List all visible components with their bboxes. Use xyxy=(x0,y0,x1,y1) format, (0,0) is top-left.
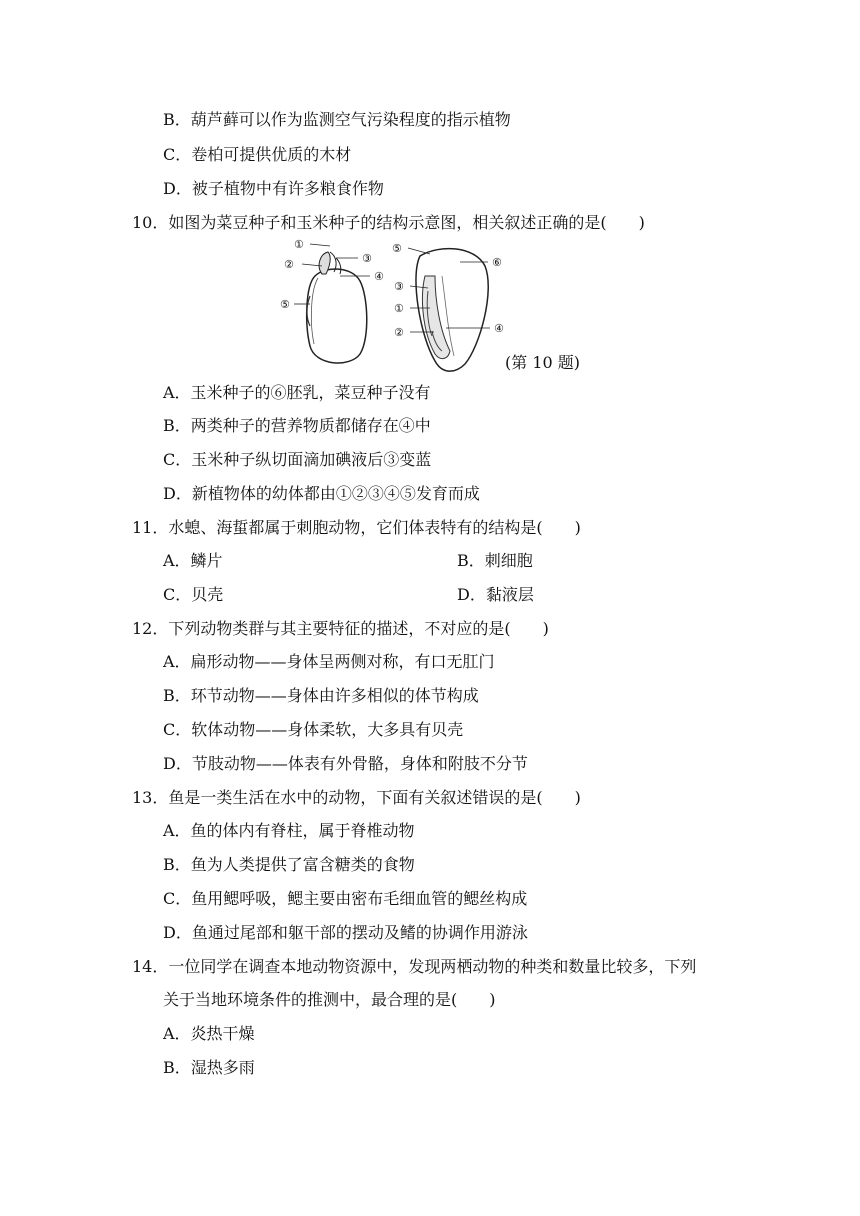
q13-option-b: B．鱼为人类提供了富含糖类的食物 xyxy=(163,855,415,874)
q13-option-c: C．鱼用鳃呼吸，鳃主要由密布毛细血管的鳃丝构成 xyxy=(163,889,528,908)
q14-stem-line1: 14．一位同学在调查本地动物资源中，发现两栖动物的种类和数量比较多，下列 xyxy=(132,957,697,976)
corn-label-4: ④ xyxy=(494,322,504,335)
q12-option-b: B．环节动物——身体由许多相似的体节构成 xyxy=(163,686,479,705)
bean-label-4: ④ xyxy=(374,270,384,283)
q14-option-a: A．炎热干燥 xyxy=(163,1024,255,1043)
q11-option-b: B．刺细胞 xyxy=(457,551,533,570)
q12-option-d: D．节肢动物——体表有外骨骼，身体和附肢不分节 xyxy=(163,754,528,773)
q9-option-c: C．卷柏可提供优质的木材 xyxy=(163,145,352,164)
q11-option-d: D．黏液层 xyxy=(457,585,534,604)
q11-stem: 11．水螅、海蜇都属于刺胞动物，它们体表特有的结构是( ) xyxy=(132,518,581,537)
q10-option-b: B．两类种子的营养物质都储存在④中 xyxy=(163,416,431,435)
bean-label-5: ⑤ xyxy=(280,298,290,311)
q9-option-d: D．被子植物中有许多粮食作物 xyxy=(163,179,384,198)
corn-label-2: ② xyxy=(394,326,404,339)
q14-option-b: B．湿热多雨 xyxy=(163,1058,255,1077)
q14-stem-line2: 关于当地环境条件的推测中，最合理的是( ) xyxy=(163,990,496,1009)
q9-option-b: B．葫芦藓可以作为监测空气污染程度的指示植物 xyxy=(163,110,511,129)
q12-stem: 12．下列动物类群与其主要特征的描述，不对应的是( ) xyxy=(132,619,549,638)
bean-label-2: ② xyxy=(284,258,294,271)
q13-option-a: A．鱼的体内有脊柱，属于脊椎动物 xyxy=(163,821,415,840)
q11-option-c: C．贝壳 xyxy=(163,585,224,604)
corn-label-1: ① xyxy=(394,302,404,315)
q12-option-a: A．扁形动物——身体呈两侧对称，有口无肛门 xyxy=(163,652,495,671)
corn-label-3: ③ xyxy=(394,280,404,293)
corn-label-6: ⑥ xyxy=(492,256,502,269)
q12-option-c: C．软体动物——身体柔软，大多具有贝壳 xyxy=(163,720,464,739)
q10-option-c: C．玉米种子纵切面滴加碘液后③变蓝 xyxy=(163,450,432,469)
bean-label-1: ① xyxy=(294,238,304,251)
q11-option-a: A．鳞片 xyxy=(163,551,223,570)
corn-label-5: ⑤ xyxy=(392,242,402,255)
bean-seed-diagram xyxy=(280,238,384,363)
q10-option-d: D．新植物体的幼体都由①②③④⑤发育而成 xyxy=(163,484,480,503)
figure-caption: (第 10 题) xyxy=(505,353,581,372)
corn-seed-diagram xyxy=(392,242,504,371)
bean-label-3: ③ xyxy=(362,252,372,265)
q13-stem: 13．鱼是一类生活在水中的动物，下面有关叙述错误的是( ) xyxy=(132,788,581,807)
q13-option-d: D．鱼通过尾部和躯干部的摆动及鳍的协调作用游泳 xyxy=(163,923,528,942)
q10-stem: 10．如图为菜豆种子和玉米种子的结构示意图，相关叙述正确的是( ) xyxy=(132,213,645,232)
q10-option-a: A．玉米种子的⑥胚乳，菜豆种子没有 xyxy=(163,383,431,402)
